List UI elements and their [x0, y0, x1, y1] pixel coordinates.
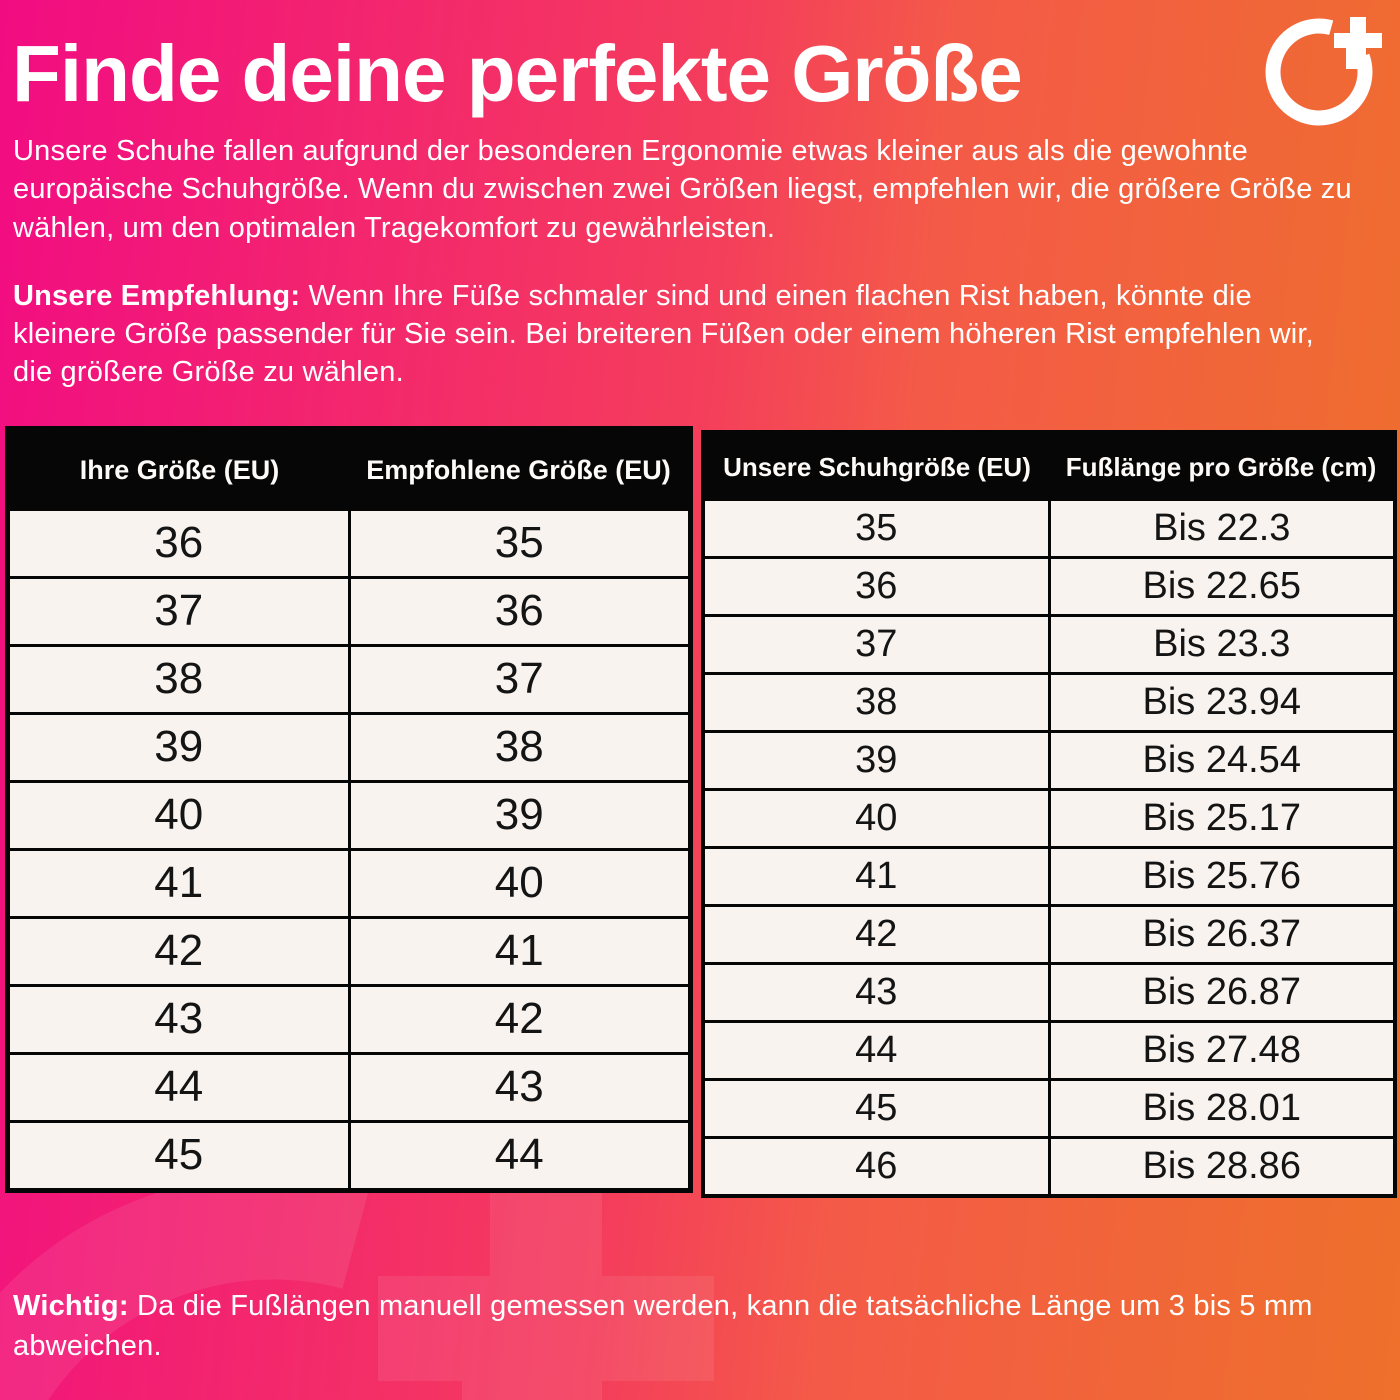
table-cell: Bis 28.01	[1048, 1081, 1394, 1136]
intro-text: Unsere Schuhe fallen aufgrund der besonderen Ergonomie etwas kleiner aus als die gewohnte europäische Schuhgröße. Wenn du zwischen zwei Größen liegst, empfehlen wir, die größere Größe zu wählen, um den optimalen Tragekomfort zu gewährleisten.	[13, 135, 1352, 244]
table-row	[705, 614, 1393, 672]
table-cell: Bis 26.87	[1048, 965, 1394, 1020]
table-cell: 38	[154, 654, 204, 704]
table-header-row	[10, 431, 688, 511]
recommendation-label: Unsere Empfehlung:	[13, 279, 301, 312]
table-cell: 40	[855, 796, 898, 839]
table-cell: 37	[348, 647, 689, 712]
table-cell: 39	[855, 738, 898, 781]
table-cell: 36	[154, 518, 204, 568]
table-cell: 40	[154, 790, 204, 840]
table-row	[705, 672, 1393, 730]
table-cell: 44	[348, 1123, 689, 1188]
table-cell: Bis 24.54	[1048, 733, 1394, 788]
table-cell: 41	[855, 854, 898, 897]
table-cell: Bis 27.48	[1048, 1023, 1394, 1078]
table-cell: Bis 23.3	[1048, 617, 1394, 672]
table-row	[705, 556, 1393, 614]
table-cell: 45	[855, 1086, 898, 1129]
foot-length-table	[701, 430, 1397, 1198]
table-cell: 36	[855, 564, 898, 607]
table-row	[705, 788, 1393, 846]
table-cell: 42	[855, 912, 898, 955]
table-row	[10, 712, 688, 780]
table-cell: 43	[855, 970, 898, 1013]
table-row	[10, 916, 688, 984]
table-row	[10, 644, 688, 712]
table-cell: Bis 25.17	[1048, 791, 1394, 846]
column-header-recommended-size: Empfohlene Größe (EU)	[366, 455, 671, 486]
footer-note	[13, 1286, 1358, 1367]
table-cell: 44	[855, 1028, 898, 1071]
table-cell: Bis 28.86	[1048, 1139, 1394, 1194]
column-header-your-size: Ihre Größe (EU)	[79, 455, 280, 486]
column-header-foot-length: Fußlänge pro Größe (cm)	[1065, 451, 1377, 482]
table-cell: 43	[154, 994, 204, 1044]
table-cell: 36	[348, 579, 689, 644]
table-cell: 39	[348, 783, 689, 848]
table-row	[10, 780, 688, 848]
table-cell: 44	[154, 1062, 204, 1112]
table-cell: 35	[855, 506, 898, 549]
tables-section	[5, 426, 1400, 1198]
table-body	[705, 501, 1393, 1194]
footer-note-label: Wichtig:	[13, 1289, 129, 1322]
table-cell: Bis 23.94	[1048, 675, 1394, 730]
table-row	[10, 1120, 688, 1188]
table-row	[705, 501, 1393, 556]
table-row	[705, 962, 1393, 1020]
table-cell: 42	[348, 987, 689, 1052]
table-cell: 42	[154, 926, 204, 976]
table-cell: 39	[154, 722, 204, 772]
table-header-row	[705, 434, 1393, 501]
table-cell: 41	[154, 858, 204, 908]
table-row	[705, 1136, 1393, 1194]
column-header-shoe-size: Unsere Schuhgröße (EU)	[723, 451, 1031, 482]
table-body	[10, 511, 688, 1188]
table-cell: Bis 26.37	[1048, 907, 1394, 962]
size-conversion-table	[5, 426, 693, 1193]
table-cell: 38	[348, 715, 689, 780]
table-row	[10, 848, 688, 916]
table-cell: Bis 22.65	[1048, 559, 1394, 614]
table-cell: 37	[855, 622, 898, 665]
table-cell: Bis 25.76	[1048, 849, 1394, 904]
table-cell: 38	[855, 680, 898, 723]
table-cell: 46	[855, 1144, 898, 1187]
table-cell: 40	[348, 851, 689, 916]
table-row	[10, 576, 688, 644]
page-title: Finde deine perfekte Größe	[12, 29, 1022, 118]
table-row	[705, 1020, 1393, 1078]
table-cell: 43	[348, 1055, 689, 1120]
table-row	[705, 846, 1393, 904]
table-row	[705, 1078, 1393, 1136]
table-row	[10, 511, 688, 576]
table-cell: 37	[154, 586, 204, 636]
table-row	[10, 1052, 688, 1120]
footer-note-body: Da die Fußlängen manuell gemessen werden, kann die tatsächliche Länge um 3 bis 5 mm abweichen.	[13, 1289, 1313, 1363]
table-cell: 45	[154, 1130, 204, 1180]
table-row	[10, 984, 688, 1052]
table-cell: Bis 22.3	[1048, 501, 1394, 556]
brand-logo-icon	[1260, 15, 1395, 135]
table-cell: 41	[348, 919, 689, 984]
recommendation-text	[13, 277, 1358, 392]
table-cell: 35	[348, 511, 689, 576]
table-row	[705, 730, 1393, 788]
table-row	[705, 904, 1393, 962]
recommendation-body: Wenn Ihre Füße schmaler sind und einen flachen Rist haben, könnte die kleinere Größe passender für Sie sein. Bei breiteren Füßen oder einem höheren Rist empfehlen wir, die größere Größe zu wählen.	[13, 279, 1314, 389]
